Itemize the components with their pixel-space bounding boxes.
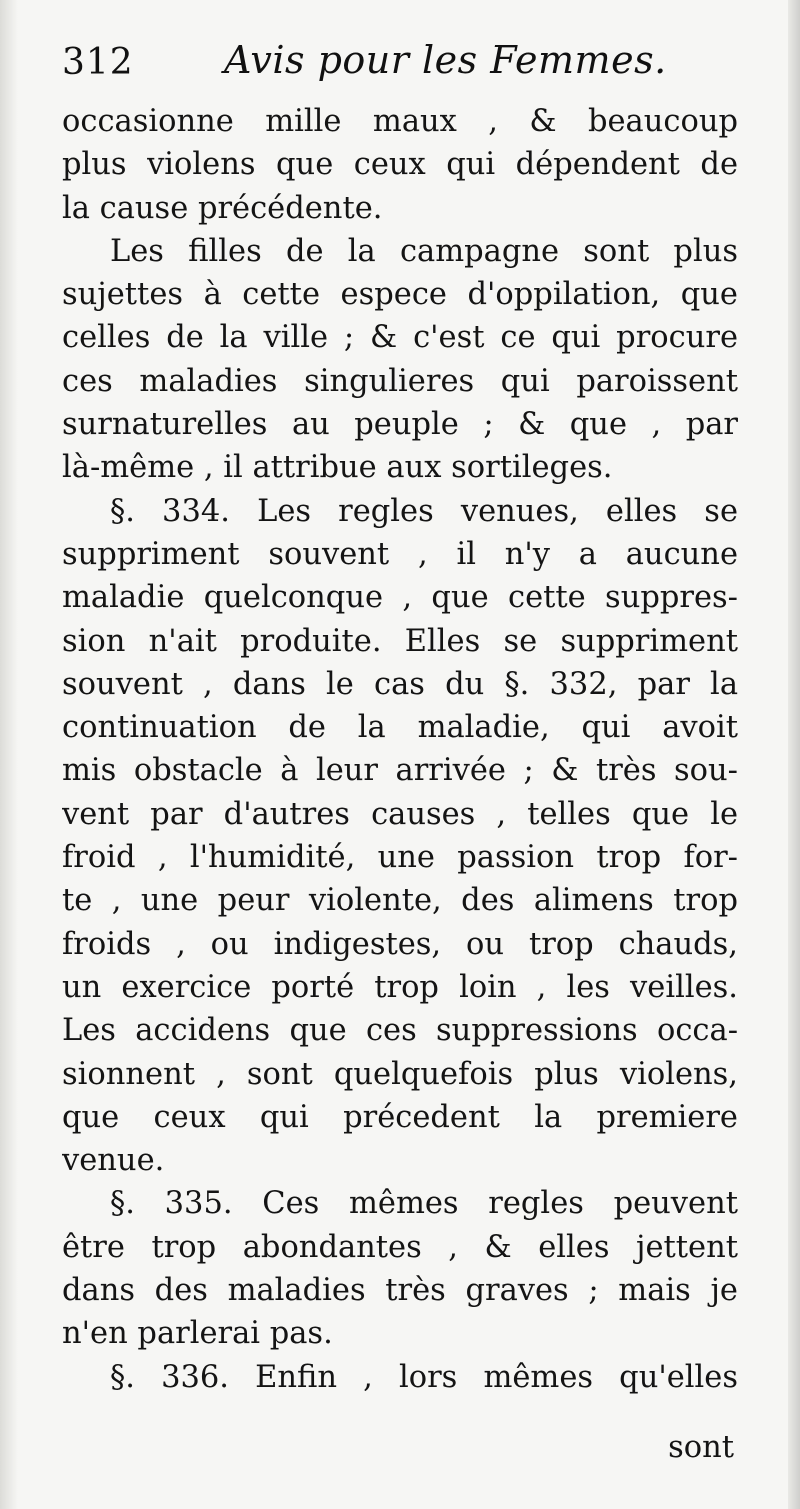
text-line: être trop abondantes , & elles jettent [62, 1229, 738, 1265]
text-line: §. 336. Enfin , lors mêmes qu'elles [110, 1359, 738, 1395]
running-title: Avis pour les Femmes. [224, 38, 667, 82]
page-edge [788, 0, 800, 1509]
text-line: sionnent , sont quelquefois plus violens, [62, 1056, 738, 1092]
text-line: suppriment souvent , il n'y a aucune [62, 536, 738, 572]
text-line: souvent , dans le cas du §. 332, par la [62, 666, 738, 702]
text-line: vent par d'autres causes , telles que le [62, 796, 738, 832]
text-line: §. 334. Les regles venues, elles se [110, 493, 738, 529]
text-line: là-même , il attribue aux sortileges. [62, 450, 613, 486]
text-line: mis obstacle à leur arrivée ; & très sou- [62, 753, 738, 789]
page-gutter-shadow [0, 0, 18, 1509]
text-line: §. 335. Ces mêmes regles peuvent [110, 1186, 738, 1222]
text-line: Les accidens que ces suppressions occa- [62, 1013, 738, 1049]
text-line: surnaturelles au peuple ; & que , par [62, 407, 738, 443]
text-line: sion n'ait produite. Elles se suppriment [62, 623, 738, 659]
text-line: la cause précédente. [62, 190, 383, 226]
text-line: froids , ou indigestes, ou trop chauds, [62, 926, 738, 962]
text-line: occasionne mille maux , & beaucoup [62, 104, 738, 139]
text-line: sujettes à cette espece d'oppilation, que [62, 277, 738, 313]
text-line: Les filles de la campagne sont plus [110, 233, 738, 269]
text-line: continuation de la maladie, qui avoit [62, 710, 738, 746]
text-line: un exercice porté trop loin , les veilles. [62, 969, 738, 1005]
text-line: venue. [62, 1143, 165, 1179]
body-text [62, 100, 738, 1399]
text-line: maladie quelconque , que cette suppres- [62, 580, 738, 616]
text-line: plus violens que ceux qui dépendent de [62, 147, 738, 183]
text-line: ces maladies singulieres qui paroissent [62, 363, 738, 399]
page-number: 312 [62, 42, 134, 83]
catchword: sont [668, 1430, 734, 1465]
text-line: dans des maladies très graves ; mais je [62, 1273, 738, 1309]
text-line: que ceux qui précedent la premiere [62, 1099, 738, 1135]
text-line: te , une peur violente, des alimens trop [62, 883, 738, 919]
text-line: n'en parlerai pas. [62, 1316, 333, 1352]
text-line: celles de la ville ; & c'est ce qui procure [62, 320, 738, 356]
page-header [62, 38, 752, 98]
text-line: froid , l'humidité, une passion trop for- [62, 840, 738, 876]
